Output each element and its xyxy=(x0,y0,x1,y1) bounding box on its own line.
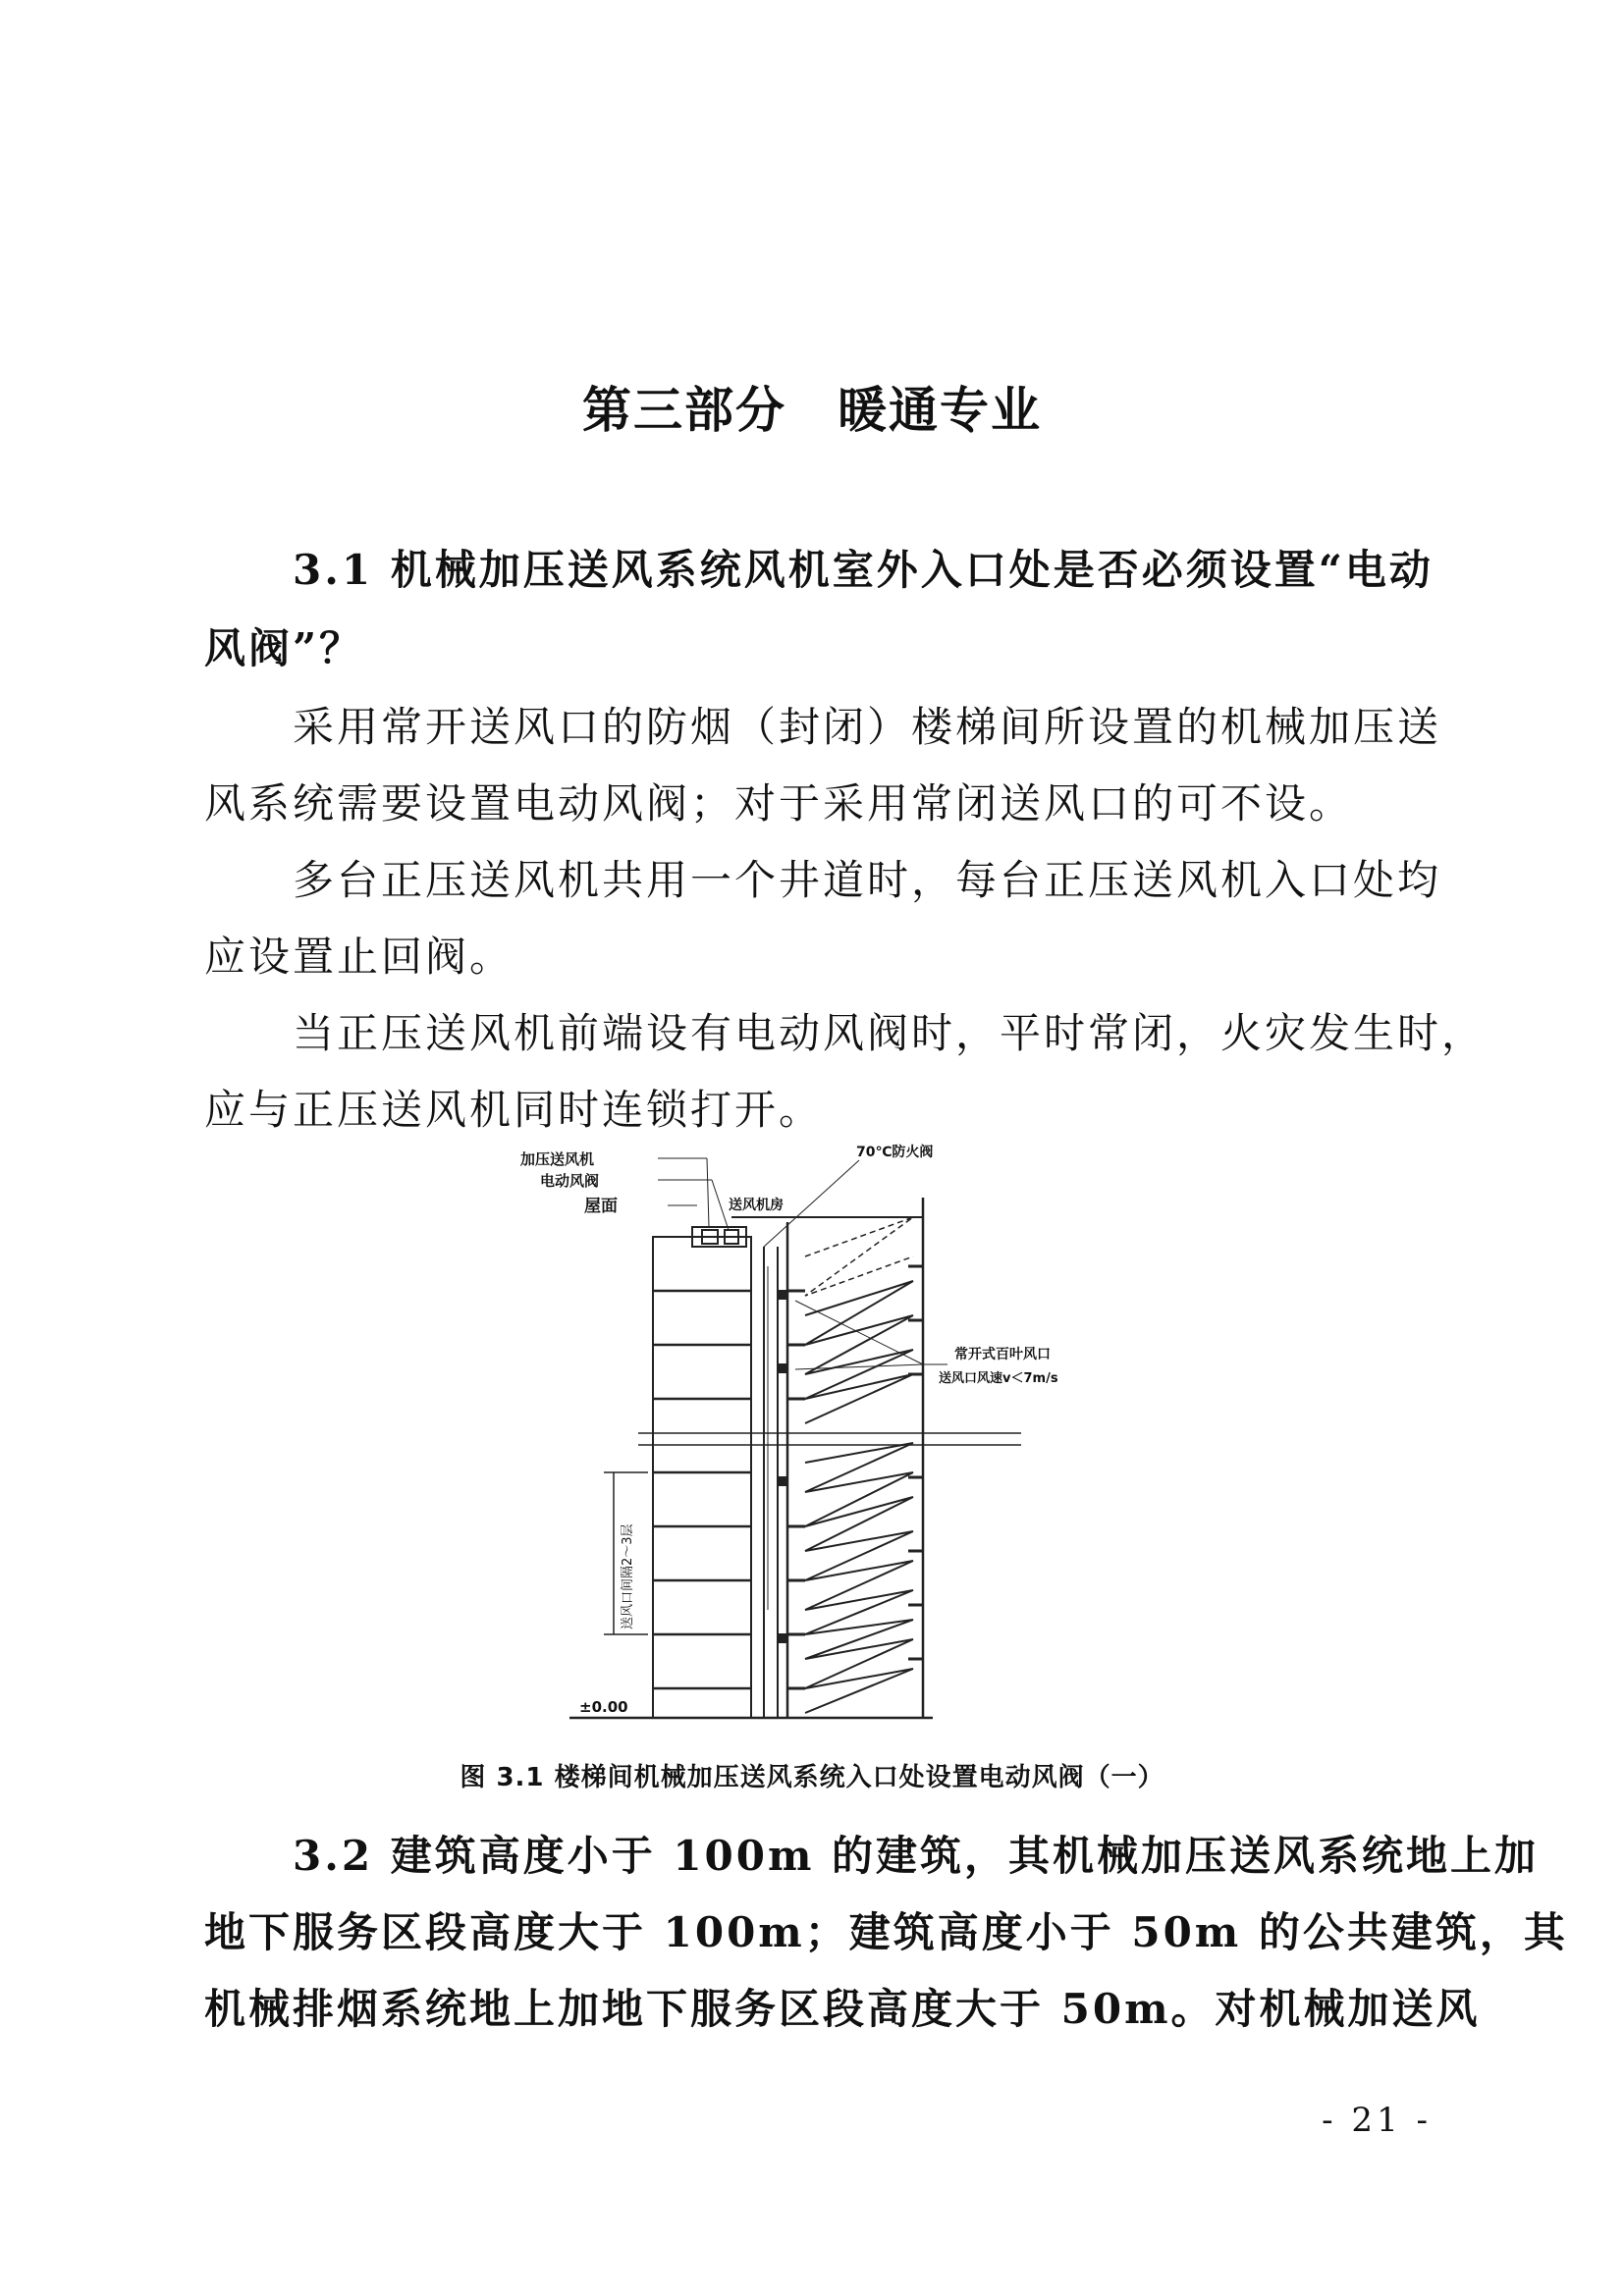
page-title: 第三部分 暖通专业 xyxy=(582,382,1042,439)
stair-pressurization-diagram xyxy=(511,1139,1058,1747)
q1-para1-line-1: 采用常开送风口的防烟（封闭）楼梯间所设置的机械加压送 xyxy=(293,703,1442,751)
q1-para3-line-1: 当正压送风机前端设有电动风阀时，平时常闭，火灾发生时， xyxy=(293,1009,1487,1057)
q2-line-2: 地下服务区段高度大于 100m；建筑高度小于 50m 的公共建筑，其 xyxy=(204,1908,1568,1956)
q2-line-3: 机械排烟系统地上加地下服务区段高度大于 50m。对机械加送风 xyxy=(204,1985,1481,2033)
label-fire-damper: 70℃防火阀 xyxy=(856,1145,934,1160)
q1-para1-line-2: 风系统需要设置电动风阀；对于采用常闭送风口的可不设。 xyxy=(204,779,1354,828)
page-number: - 21 - xyxy=(1322,2101,1432,2140)
label-roof: 屋面 xyxy=(584,1197,618,1216)
q1-heading-line-1: 3.1 机械加压送风系统风机室外入口处是否必须设置“电动 xyxy=(293,546,1434,594)
label-damper: 电动风阀 xyxy=(540,1172,600,1190)
label-ground: ±0.00 xyxy=(579,1698,628,1716)
q1-para2-line-1: 多台正压送风机共用一个井道时，每台正压送风机入口处均 xyxy=(293,856,1442,904)
figure-caption: 图 3.1 楼梯间机械加压送风系统入口处设置电动风阀（一） xyxy=(460,1763,1164,1792)
label-interval: 送风口间隔2～3层 xyxy=(621,1523,635,1629)
label-louver: 常开式百叶风口 xyxy=(954,1347,1051,1362)
q1-para3-line-2: 应与正压送风机同时连锁打开。 xyxy=(204,1086,824,1134)
label-fan-room: 送风机房 xyxy=(729,1198,784,1213)
q2-line-1: 3.2 建筑高度小于 100m 的建筑，其机械加压送风系统地上加 xyxy=(293,1832,1540,1880)
label-fan: 加压送风机 xyxy=(520,1150,595,1168)
q1-para2-line-2: 应设置止回阀。 xyxy=(204,933,514,981)
label-velocity: 送风口风速v＜7m/s xyxy=(939,1371,1058,1386)
q1-heading-line-2: 风阀”？ xyxy=(204,624,364,672)
